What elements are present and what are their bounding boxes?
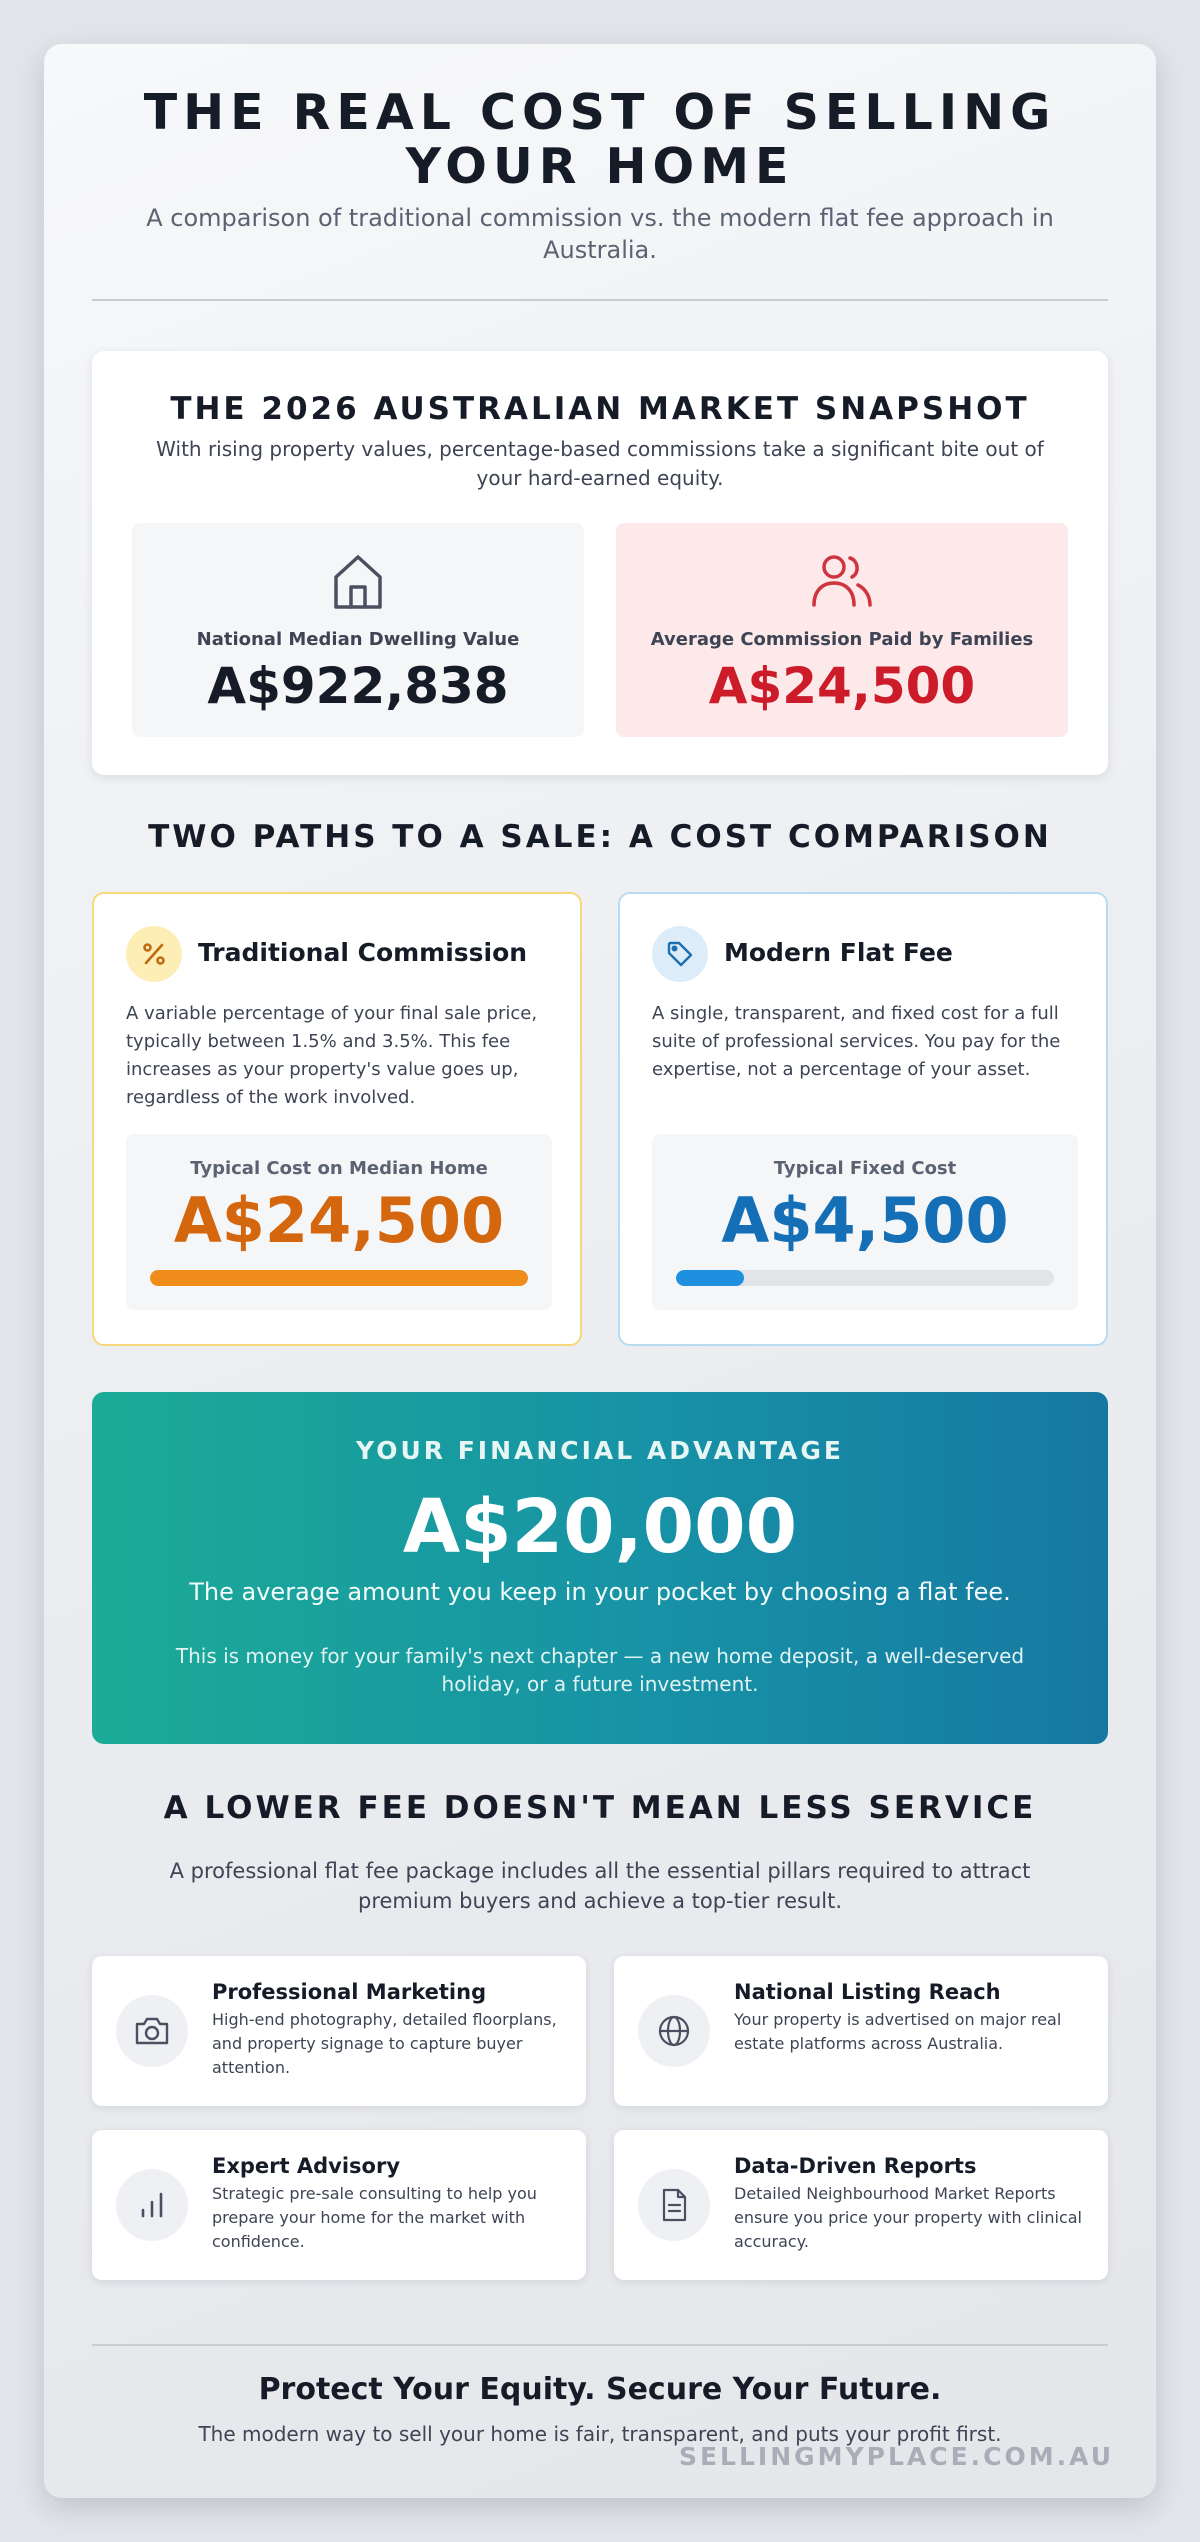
cost-value: A$4,500 [721,1184,1009,1257]
service-title: A LOWER FEE DOESN'T MEAN LESS SERVICE [163,1790,1037,1826]
feature-description: Your property is advertised on major real estate platforms across Australia. [734,2010,1062,2053]
market-snapshot-panel [92,351,1108,775]
cost-bar-track [676,1270,1054,1286]
cost-value: A$24,500 [173,1184,505,1257]
median-value-stat [132,523,584,737]
feature-description: Detailed Neighbourhood Market Reports ensure you price your property with clinical accuracy. [734,2184,1082,2251]
brand-watermark: SELLINGMYPLACE.COM.AU [678,2442,1114,2471]
cost-label: Typical Fixed Cost [773,1158,957,1179]
house-icon [132,549,584,611]
stat-value: A$24,500 [708,657,976,715]
feature-name: Expert Advisory [212,2154,401,2178]
footer-subtitle: The modern way to sell your home is fair, transparent, and puts your profit first. [198,2422,1002,2446]
snapshot-description: With rising property values, percentage-based commissions take a significant bite out of your hard-earned equity. [156,437,1044,490]
footer-divider [92,2344,1108,2346]
cost-bar-track [150,1270,528,1286]
path-name: Modern Flat Fee [724,938,953,967]
feature-name: Professional Marketing [212,1980,487,2004]
tag-icon [652,926,708,982]
document-icon [638,2169,710,2241]
advantage-line: The average amount you keep in your pocket by choosing a flat fee. [189,1578,1011,1606]
globe-icon [638,1995,710,2067]
average-commission-stat [616,523,1068,737]
snapshot-title: THE 2026 AUSTRALIAN MARKET SNAPSHOT [170,391,1030,427]
advantage-kicker: YOUR FINANCIAL ADVANTAGE [355,1436,844,1465]
page-subtitle: A comparison of traditional commission vs. the modern flat fee approach in Australia. [146,204,1054,265]
camera-icon [116,1995,188,2067]
advantage-amount: A$20,000 [402,1484,798,1570]
stat-label: National Median Dwelling Value [196,629,520,650]
stat-value: A$922,838 [207,657,509,715]
path-description: A variable percentage of your final sale price, typically between 1.5% and 3.5%. This fee increases as your property's value goes up, regardless of the work involved. [126,1003,538,1108]
feature-card-advisory [92,2130,586,2280]
feature-description: High-end photography, detailed floorplans, and property signage to capture buyer attention. [212,2010,557,2077]
financial-advantage-banner [92,1392,1108,1744]
cost-box [652,1134,1078,1310]
page-title: THE REAL COST OF SELLING YOUR HOME [143,84,1057,195]
path-name: Traditional Commission [198,938,528,967]
service-description: A professional flat fee package includes all the essential pillars required to attract premium buyers and achieve a top-tier result. [169,1859,1031,1914]
modern-flat-fee-card [618,892,1108,1346]
feature-name: Data-Driven Reports [734,2154,977,2178]
footer-title: Protect Your Equity. Secure Your Future. [258,2372,942,2407]
path-description: A single, transparent, and fixed cost for a full suite of professional services. You pay for the expertise, not a percentage of your asset. [652,1003,1061,1080]
percent-icon [126,926,182,982]
infographic-card [44,44,1156,2498]
bar-chart-icon [116,2169,188,2241]
feature-description: Strategic pre-sale consulting to help you prepare your home for the market with confidence. [212,2184,537,2251]
cost-box [126,1134,552,1310]
cost-bar-fill [150,1270,528,1286]
advantage-note: This is money for your family's next chapter — a new home deposit, a well-deserved holiday, or a future investment. [175,1644,1025,1696]
feature-card-reports [614,2130,1108,2280]
cost-bar-fill [676,1270,744,1286]
comparison-title: TWO PATHS TO A SALE: A COST COMPARISON [148,819,1052,855]
header-divider [92,299,1108,301]
users-icon [616,549,1068,611]
stat-label: Average Commission Paid by Families [650,629,1034,650]
cost-label: Typical Cost on Median Home [190,1158,488,1179]
feature-card-listing [614,1956,1108,2106]
traditional-commission-card [92,892,582,1346]
feature-card-marketing [92,1956,586,2106]
feature-name: National Listing Reach [734,1980,1001,2004]
